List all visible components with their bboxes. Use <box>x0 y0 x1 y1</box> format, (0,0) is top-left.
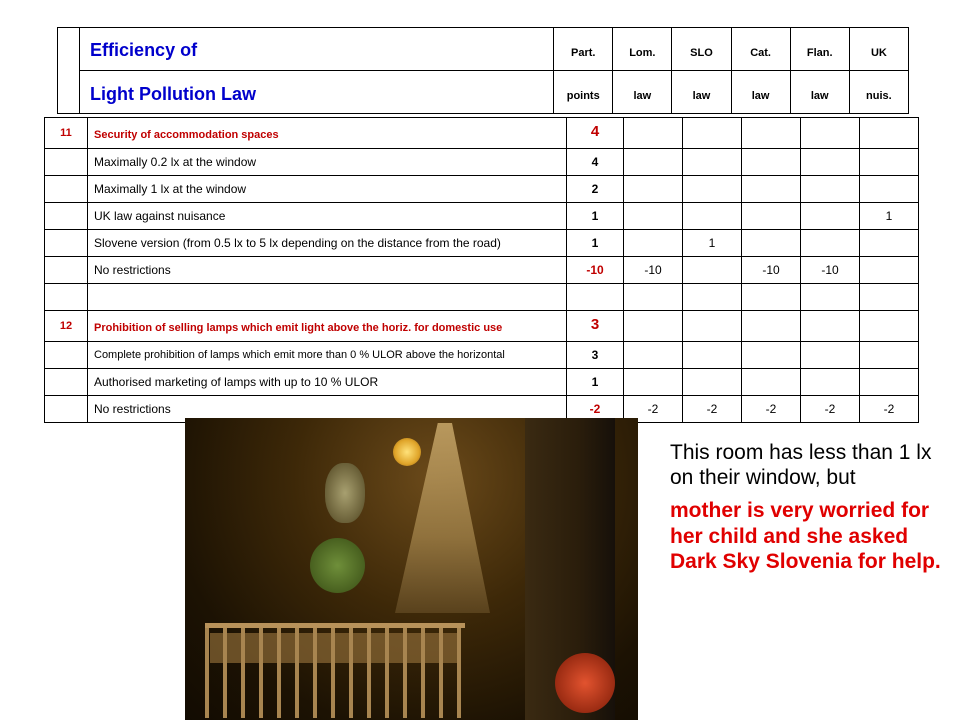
law-value-cell <box>801 284 860 311</box>
table-row <box>45 176 919 203</box>
criterion-number <box>45 369 88 396</box>
room-photo <box>185 418 638 720</box>
law-value-cell <box>801 230 860 257</box>
law-value-cell <box>860 118 919 149</box>
law-value-cell <box>801 311 860 342</box>
column-header-top: Part. <box>554 28 613 71</box>
option-description: Authorised marketing of lamps with up to 10 % ULOR <box>88 369 567 396</box>
wall-mirror <box>325 463 365 523</box>
option-description: Maximally 1 lx at the window <box>88 176 567 203</box>
table-row <box>45 257 919 284</box>
points-cell: 1 <box>567 203 624 230</box>
criterion-number: 12 <box>45 311 88 342</box>
criterion-number <box>45 342 88 369</box>
law-value-cell <box>860 149 919 176</box>
option-description: Slovene version (from 0.5 lx to 5 lx depending on the distance from the road) <box>88 230 567 257</box>
points-cell: 4 <box>567 149 624 176</box>
header-table <box>57 27 909 114</box>
title-line-1: Efficiency of <box>80 28 554 71</box>
law-value-cell <box>860 342 919 369</box>
points-cell: 3 <box>567 342 624 369</box>
law-value-cell <box>683 311 742 342</box>
criterion-number <box>45 176 88 203</box>
points-cell: -10 <box>567 257 624 284</box>
header-row-bottom <box>58 71 909 114</box>
law-value-cell <box>624 342 683 369</box>
law-value-cell <box>801 118 860 149</box>
table-row <box>45 342 919 369</box>
law-value-cell <box>860 284 919 311</box>
criterion-number: 11 <box>45 118 88 149</box>
law-value-cell <box>742 369 801 396</box>
law-value-cell <box>860 230 919 257</box>
column-header-bottom: law <box>731 71 790 114</box>
points-cell <box>567 284 624 311</box>
column-header-top: Cat. <box>731 28 790 71</box>
caption-normal-text: This room has less than 1 lx on their window, but <box>670 441 932 489</box>
title-line-2: Light Pollution Law <box>80 71 554 114</box>
option-description: No restrictions <box>88 396 567 423</box>
law-value-cell <box>860 257 919 284</box>
criteria-table <box>44 117 919 423</box>
column-header-top: SLO <box>672 28 731 71</box>
column-header-bottom: law <box>790 71 849 114</box>
plush-toy <box>310 538 365 593</box>
header-row-top <box>58 28 909 71</box>
law-value-cell: -2 <box>801 396 860 423</box>
law-value-cell <box>683 257 742 284</box>
law-value-cell: -2 <box>742 396 801 423</box>
law-value-cell <box>683 342 742 369</box>
law-value-cell: 1 <box>860 203 919 230</box>
law-value-cell <box>624 203 683 230</box>
column-header-top: Flan. <box>790 28 849 71</box>
caption-emphasis-text: mother is very worried for her child and she asked Dark Sky Slovenia for help. <box>670 499 941 573</box>
table-row <box>45 203 919 230</box>
criterion-heading: Prohibition of selling lamps which emit light above the horiz. for domestic use <box>88 311 567 342</box>
law-value-cell <box>624 118 683 149</box>
points-cell: 1 <box>567 230 624 257</box>
law-value-cell <box>624 369 683 396</box>
criterion-number <box>45 203 88 230</box>
column-header-bottom: law <box>613 71 672 114</box>
option-description: Complete prohibition of lamps which emit more than 0 % ULOR above the horizontal <box>88 342 567 369</box>
criterion-number <box>45 230 88 257</box>
law-value-cell <box>742 149 801 176</box>
law-value-cell: 1 <box>683 230 742 257</box>
criterion-number <box>45 257 88 284</box>
law-value-cell <box>683 369 742 396</box>
law-value-cell: -2 <box>860 396 919 423</box>
law-value-cell <box>860 369 919 396</box>
option-description: Maximally 0.2 lx at the window <box>88 149 567 176</box>
law-value-cell <box>683 176 742 203</box>
column-header-top: Lom. <box>613 28 672 71</box>
law-value-cell <box>801 176 860 203</box>
points-cell: 1 <box>567 369 624 396</box>
law-value-cell <box>860 311 919 342</box>
table-row <box>45 118 919 149</box>
column-header-bottom: law <box>672 71 731 114</box>
column-header-top: UK <box>849 28 908 71</box>
law-value-cell <box>683 149 742 176</box>
law-value-cell <box>624 230 683 257</box>
law-value-cell: -10 <box>742 257 801 284</box>
law-value-cell <box>624 176 683 203</box>
law-value-cell <box>742 311 801 342</box>
law-value-cell <box>683 203 742 230</box>
law-value-cell <box>624 311 683 342</box>
law-value-cell <box>801 203 860 230</box>
law-value-cell <box>742 176 801 203</box>
criterion-number <box>45 149 88 176</box>
table-row <box>45 369 919 396</box>
night-lamp <box>393 438 421 466</box>
column-header-bottom: nuis. <box>849 71 908 114</box>
law-value-cell <box>742 203 801 230</box>
crib-railing <box>205 623 465 718</box>
red-object <box>555 653 615 713</box>
table-row-empty <box>45 284 919 311</box>
law-value-cell <box>742 230 801 257</box>
law-value-cell <box>624 284 683 311</box>
points-cell: 3 <box>567 311 624 342</box>
law-value-cell: -10 <box>801 257 860 284</box>
law-value-cell <box>683 284 742 311</box>
column-header-bottom: points <box>554 71 613 114</box>
criterion-number <box>45 284 88 311</box>
option-description: UK law against nuisance <box>88 203 567 230</box>
law-value-cell: -2 <box>624 396 683 423</box>
points-cell: -2 <box>567 396 624 423</box>
table-row <box>45 149 919 176</box>
law-value-cell <box>860 176 919 203</box>
law-value-cell <box>742 284 801 311</box>
header-blank-cell <box>58 28 80 114</box>
law-value-cell: -2 <box>683 396 742 423</box>
option-description <box>88 284 567 311</box>
law-value-cell <box>624 149 683 176</box>
table-row <box>45 311 919 342</box>
table-row <box>45 230 919 257</box>
points-cell: 2 <box>567 176 624 203</box>
law-value-cell <box>801 149 860 176</box>
points-cell: 4 <box>567 118 624 149</box>
option-description: No restrictions <box>88 257 567 284</box>
law-value-cell <box>801 369 860 396</box>
law-value-cell <box>683 118 742 149</box>
caption <box>670 440 945 575</box>
law-value-cell <box>742 342 801 369</box>
criterion-heading: Security of accommodation spaces <box>88 118 567 149</box>
law-value-cell <box>742 118 801 149</box>
law-value-cell: -10 <box>624 257 683 284</box>
law-value-cell <box>801 342 860 369</box>
criterion-number <box>45 396 88 423</box>
